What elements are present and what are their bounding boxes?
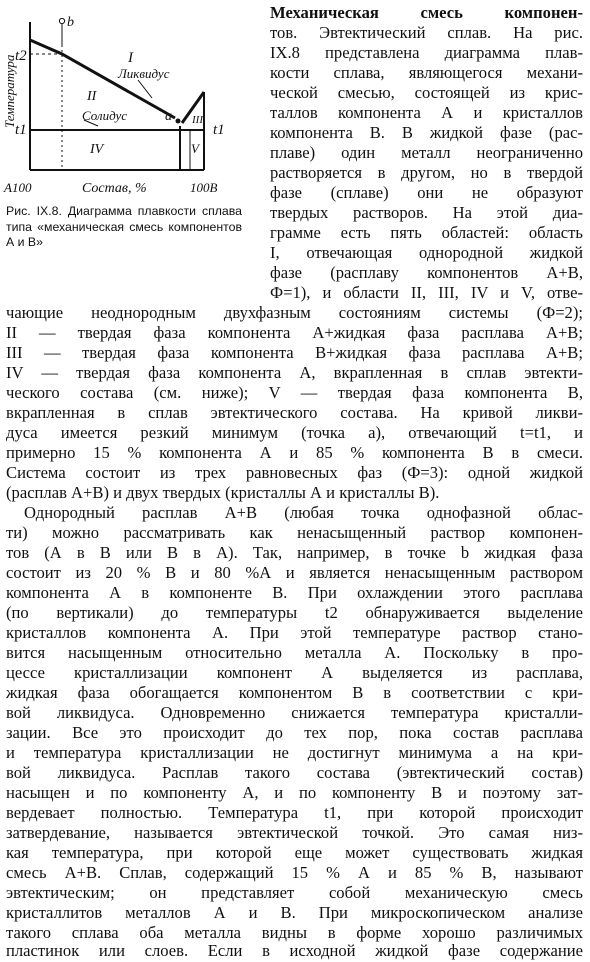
region-V-label: V [191,141,199,156]
text-line: II — твердая фаза компонента А+жидкая фаза расплава А+В; [6,323,583,342]
region-IV-label: IV [90,142,104,157]
text-line: дуса имеется резкий минимум (точка a), отвечающий t=t1, и [6,423,583,442]
text-line: жидкая фаза обогащается компонентом В в соответствии с кри- [6,683,583,702]
phase-diagram [0,0,234,200]
text-line: (расплав А+В) и двух твердых (кристаллы А и кристаллы В). [6,483,440,502]
text-line: кости сплава, являющегося механи- [270,63,583,82]
x-right-label: 100B [190,180,218,195]
text-line: IX.8 представлена диаграмма плав- [270,43,583,62]
text-line: кристаллитов металлов А и В. При микроскопическом анализе [6,903,583,922]
point-a-label: a [165,109,172,124]
text-line: и температура кристаллизации не достигнут минимума a на кри- [6,743,583,762]
point-b-label: b [67,15,74,30]
text-line: вится насыщенным относительно металла А. Поскольку в про- [6,643,583,662]
text-line: плаве) один металл неограниченно [270,143,583,162]
text-line: зации. Все это происходит до тех пор, пока состав расплава [6,723,583,742]
region-II-label: II [87,89,97,104]
text-line: Система состоит из трех равновесных фаз (Ф=3): одной жидкой [6,463,583,482]
text-line: тов. Эвтектический сплав. На рис. [270,23,583,42]
liquidus-label: Ликвидус [118,66,170,81]
text-line: ческого состава (см. ниже); V — твердая фаза компонента В, [6,383,583,402]
text-line: твердых растворов. На этой диа- [270,203,583,222]
text-line: Ф=1), и области II, III, IV и V, отве- [270,283,583,302]
x-axis-label: Состав, % [82,181,147,196]
region-I-label: I [128,50,133,66]
text-line: I, отвечающая однородной жидкой [270,243,583,262]
text-line: вой ликвидуса. Одновременно снижается температура кристалли- [6,703,583,722]
text-line: пластинок или слоев. Если в исходной жидкой фазе содержание [6,941,583,960]
text-line: примерно 15 % компонента А и 85 % компонента В в смеси. [6,443,583,462]
text-line: чающие неоднородным двухфазным состояниям системы (Ф=2); [6,303,583,322]
text-line: Механическая смесь компонен- [270,3,583,22]
point-b-marker [59,18,64,23]
y-axis-label: Температура [2,54,17,128]
t1-left-label: t1 [15,122,27,138]
text-line: III — твердая фаза компонента В+жидкая фаза расплава А+В; [6,343,583,362]
text-line: компонента А в компоненте В. При охлаждении этого расплава [6,583,583,602]
text-line: кая температура, при которой еще может существовать жидкая [6,843,583,862]
text-line: состоит из 20 % В и 80 %А и является ненасыщенным раствором [6,563,583,582]
text-line: таллов компонента А и кристаллов [270,103,583,122]
text-line: (по вертикали) до температуры t2 обнаруживается выделение [6,603,583,622]
text-line: вкрапленная в сплав эвтектического состава. На кривой ликви- [6,403,583,422]
t2-label: t2 [15,48,27,64]
text-line: тов (А в В или В в А). Так, например, в точке b жидкая фаза [6,543,583,562]
region-III-label: III [192,114,203,126]
solidus-label: Солидус [82,108,128,123]
figure-caption: Рис. IX.8. Диаграмма плавкости сплава типа «механическая смесь компонентов А и В» [6,204,242,249]
text-line: цессе кристаллизации компонент А выделяется из расплава, [6,663,583,682]
text-line: фазе (сплаве) они не образуют [270,183,583,202]
text-line: растворяется в другом, но в твердой [270,163,583,182]
text-line: ческой смесью, состоящей из крис- [270,83,583,102]
text-line: Однородный расплав А+В (любая точка однофазной облас- [24,503,583,522]
text-line: эвтектическим; он представляет собой механическую смесь [6,883,583,902]
text-line: компонента В. В жидкой фазе (рас- [270,123,583,142]
text-line: IV — твердая фаза компонента А, вкрапленная в сплав эвтекти- [6,363,583,382]
text-line: затвердевание, называется эвтектической точкой. Это самая низ- [6,823,583,842]
liquidus-leader [138,80,152,98]
text-line: кристаллов компонента А. При этой температуре раствор стано- [6,623,583,642]
text-line: вой ликвидуса. Расплав такого состава (эвтектический состав) [6,763,583,782]
phase-diagram-svg [0,0,234,200]
text-line: насыщен и по компоненту А, и по компоненту В и поэтому зат- [6,783,583,802]
text-line: ти) можно рассматривать как ненасыщенный раствор компонен- [6,523,583,542]
text-line: такого сплава оба металла видны в форме хорошо различимых [6,923,583,942]
x-left-label: A100 [4,180,32,195]
text-line: смесь А+В. Сплав, содержащий 15 % А и 85 % В, называют [6,863,583,882]
text-line: грамме есть пять областей: область [270,223,583,242]
text-line: фазе (расплаву компонентов А+В, [270,263,583,282]
point-a-marker [176,119,181,124]
text-line: вердевает полностью. Температура t1, при которой происходит [6,803,583,822]
t1-right-label: t1 [213,122,225,138]
